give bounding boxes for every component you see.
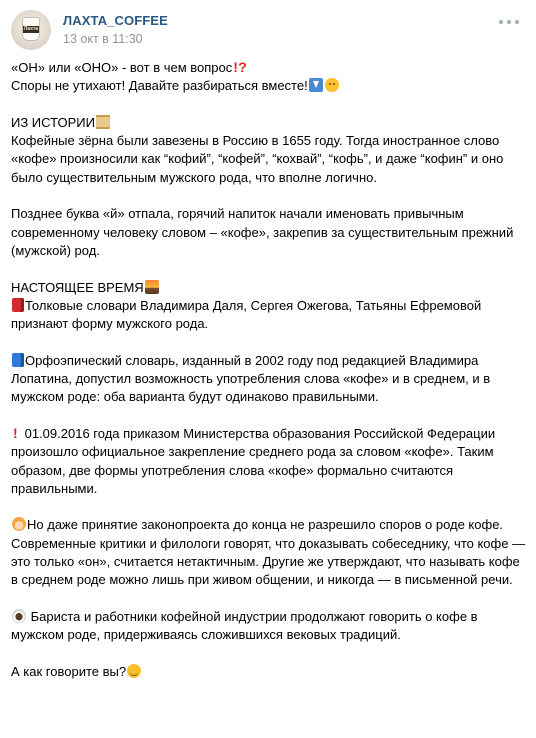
intro-line-1: «ОН» или «ОНО» - вот в чем вопрос <box>11 60 233 75</box>
exclamation-icon <box>12 426 20 440</box>
paragraph-orthoepic <box>11 352 526 407</box>
woman-tipping-hand-icon <box>12 517 26 531</box>
thinking-face-icon <box>325 78 339 92</box>
sunset-icon <box>145 280 159 294</box>
baristas-text: Бариста и работники кофейной индустрии продолжают говорить о кофе в мужском роде, придерживаясь сложившихся вековых традиций. <box>11 608 478 643</box>
later-text: Позднее буква «й» отпала, горячий напиток начали именовать привычным современному человеку словом – «кофе», закрепив за существительным прежний (мужской) род. <box>11 206 514 258</box>
history-text: Кофейные зёрна были завезены в Россию в 1655 году. Тогда иностранное слово «кофе» произносили как “кофий”, “кофей”, “кохвай”, “кофь”, и даже “кофин” и оно было существительным мужского рода, что вполне логично. <box>11 133 504 185</box>
paragraph-intro <box>11 59 526 96</box>
orthoepic-text: Орфоэпический словарь, изданный в 2002 году под редакцией Владимира Лопатина, допустил возможность употребления слова «кофе» и в среднем, и в мужском роде: оба варианта будут одинаково правильными. <box>11 352 491 405</box>
post-text <box>11 59 526 681</box>
disputes-text: Но даже принятие законопроекта до конца не разрешило споров о роде кофе. Современные критики и филологи говорят, что доказывать собеседнику, что кофе — это только «он», считается нетактичным. Другие же утверждают, что называть кофе в среднем роде можно лишь при живом общении, и никогда — в письменной речи. <box>11 517 526 588</box>
present-heading: НАСТОЯЩЕЕ ВРЕМЯ <box>11 279 144 295</box>
paragraph-ministry <box>11 425 526 498</box>
avatar-logo-text: Лахта <box>23 26 39 32</box>
paragraph-disputes <box>11 516 526 589</box>
dictionaries-text: Толковые словари Владимира Даля, Сергея Ожегова, Татьяны Ефремовой признают форму мужского рода. <box>11 297 482 332</box>
paragraph-history <box>11 114 526 187</box>
hot-beverage-icon <box>12 609 26 623</box>
post-date[interactable]: 13 окт в 11:30 <box>63 32 143 46</box>
intro-line-2: Споры не утихают! Давайте разбираться вместе! <box>11 78 308 94</box>
closing-question: А как говорите вы? <box>11 663 127 679</box>
more-options-icon[interactable] <box>497 12 521 32</box>
exclamation-question-icon <box>233 60 249 74</box>
paragraph-question <box>11 663 526 681</box>
red-book-icon <box>12 298 24 312</box>
ministry-text: 01.09.2016 года приказом Министерства образования Российской Федерации произошло официальное закрепление среднего рода за словом «кофе». Таким образом, две формы употребления слова «кофе» формально считаются правильными. <box>11 425 496 496</box>
author-name[interactable]: ЛАХТА_COFFEE <box>63 13 168 28</box>
paragraph-present <box>11 279 526 334</box>
history-heading: ИЗ ИСТОРИИ <box>11 114 95 130</box>
down-arrow-icon <box>309 78 323 92</box>
blue-book-icon <box>12 353 24 367</box>
post-header <box>11 10 521 50</box>
paragraph-later <box>11 205 526 260</box>
paragraph-baristas <box>11 608 526 645</box>
scroll-icon <box>96 115 110 129</box>
avatar[interactable] <box>11 10 51 50</box>
winking-face-icon <box>127 664 141 678</box>
